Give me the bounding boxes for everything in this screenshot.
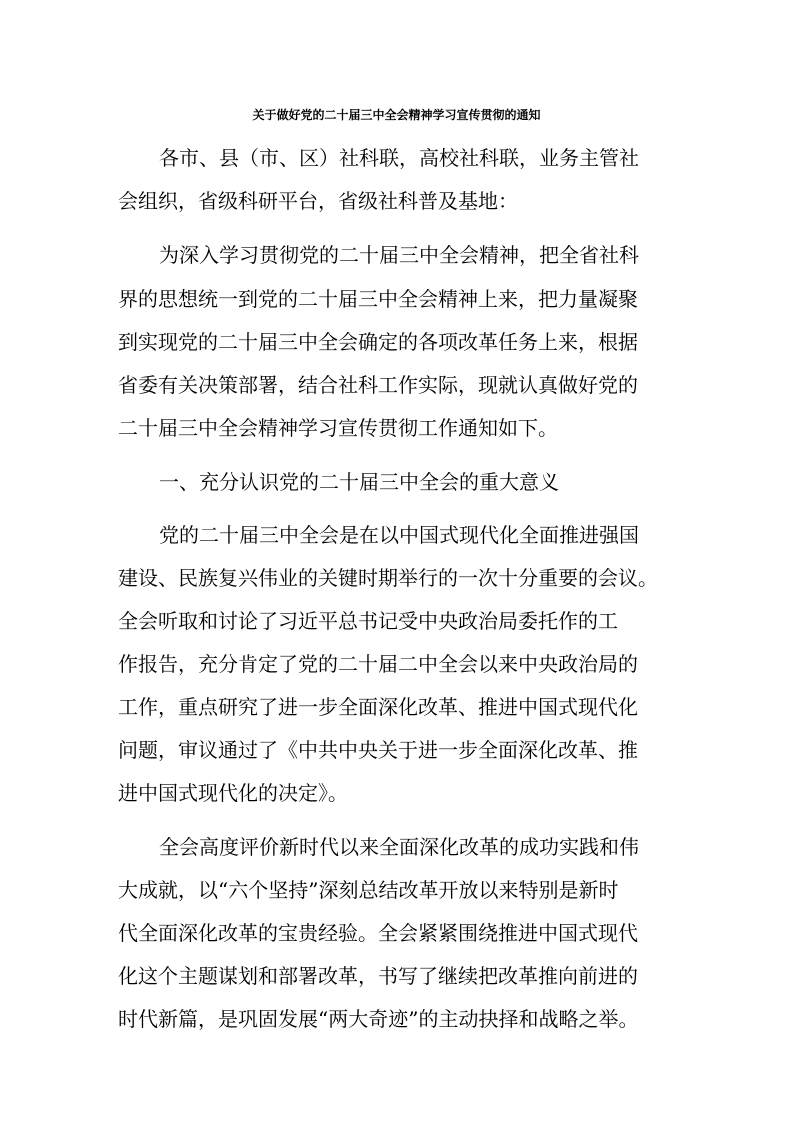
paragraph-line: 全会高度评价新时代以来全面深化改革的成功实践和伟 bbox=[159, 835, 639, 859]
paragraph-line: 工作，重点研究了进一步全面深化改革、推进中国式现代化 bbox=[118, 695, 638, 719]
paragraph-line: 大成就，以“六个坚持”深刻总结改革开放以来特别是新时 bbox=[118, 878, 619, 902]
paragraph-line: 界的思想统一到党的二十届三中全会精神上来，把力量凝聚 bbox=[118, 287, 638, 311]
paragraph-line: 二十届三中全会精神学习宣传贯彻工作通知如下。 bbox=[118, 416, 558, 440]
paragraph-line: 时代新篇，是巩固发展“两大奇迹”的主动抉择和战略之举。 bbox=[118, 1007, 639, 1031]
paragraph-line: 进中国式现代化的决定》。 bbox=[118, 781, 348, 805]
paragraph-line: 省委有关决策部署，结合社科工作实际，现就认真做好党的 bbox=[118, 373, 638, 397]
paragraph-line: 建设、民族复兴伟业的关键时期举行的一次十分重要的会议。 bbox=[118, 566, 658, 590]
paragraph-line: 为深入学习贯彻党的二十届三中全会精神，把全省社科 bbox=[159, 243, 639, 267]
salutation-line: 会组织，省级科研平台，省级社科普及基地： bbox=[118, 189, 518, 213]
paragraph-line: 全会听取和讨论了习近平总书记受中央政治局委托作的工 bbox=[118, 609, 618, 633]
section-heading: 一、充分认识党的二十届三中全会的重大意义 bbox=[159, 470, 559, 494]
paragraph-line: 党的二十届三中全会是在以中国式现代化全面推进强国 bbox=[159, 523, 639, 547]
salutation-line: 各市、县（市、区）社科联，高校社科联，业务主管社 bbox=[159, 146, 639, 170]
document-title: 关于做好党的二十届三中全会精神学习宣传贯彻的通知 bbox=[252, 108, 541, 122]
paragraph-line: 问题，审议通过了《中共中央关于进一步全面深化改革、推 bbox=[118, 738, 638, 762]
paragraph-line: 代全面深化改革的宝贵经验。全会紧紧围绕推进中国式现代 bbox=[118, 921, 638, 945]
paragraph-line: 作报告，充分肯定了党的二十届二中全会以来中央政治局的 bbox=[118, 652, 638, 676]
paragraph-line: 化这个主题谋划和部署改革，书写了继续把改革推向前进的 bbox=[118, 964, 638, 988]
paragraph-line: 到实现党的二十届三中全会确定的各项改革任务上来，根据 bbox=[118, 330, 638, 354]
